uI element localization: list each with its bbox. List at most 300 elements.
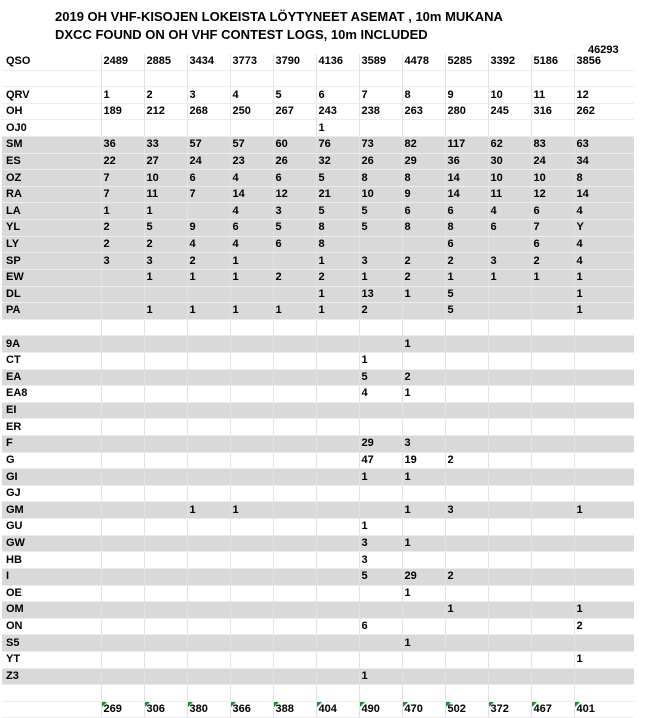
value-cell[interactable] [574, 286, 634, 303]
value-cell[interactable] [230, 70, 273, 87]
value-cell[interactable] [531, 153, 574, 170]
value-cell[interactable] [402, 286, 445, 303]
row-label-cell[interactable]: GJ [2, 485, 101, 502]
value-cell[interactable] [574, 402, 634, 419]
value-cell[interactable] [574, 153, 634, 170]
value-cell[interactable] [359, 436, 402, 453]
value-cell[interactable] [488, 303, 531, 320]
value-cell[interactable] [144, 352, 187, 369]
value-cell[interactable] [187, 186, 230, 203]
value-cell[interactable] [187, 303, 230, 320]
value-cell[interactable] [445, 386, 488, 403]
value-cell[interactable] [230, 386, 273, 403]
value-cell[interactable] [187, 253, 230, 270]
value-cell[interactable] [488, 535, 531, 552]
row-label-cell[interactable]: EI [2, 402, 101, 419]
value-cell[interactable] [445, 436, 488, 453]
value-cell[interactable] [445, 585, 488, 602]
value-cell[interactable] [574, 485, 634, 502]
value-cell[interactable] [230, 419, 273, 436]
value-cell[interactable] [359, 303, 402, 320]
value-cell[interactable] [230, 269, 273, 286]
value-cell[interactable] [402, 186, 445, 203]
value-cell[interactable] [316, 137, 359, 154]
grand-total-cell[interactable]: 46293 [588, 44, 619, 56]
value-cell[interactable] [488, 452, 531, 469]
value-cell[interactable] [144, 220, 187, 237]
value-cell[interactable] [574, 452, 634, 469]
value-cell[interactable] [101, 568, 144, 585]
value-cell[interactable] [144, 153, 187, 170]
value-cell[interactable] [445, 369, 488, 386]
value-cell[interactable] [531, 386, 574, 403]
value-cell[interactable] [273, 70, 316, 87]
value-cell[interactable] [531, 120, 574, 137]
value-cell[interactable] [273, 253, 316, 270]
row-label-cell[interactable]: PA [2, 303, 101, 320]
value-cell[interactable] [574, 87, 634, 104]
value-cell[interactable] [531, 186, 574, 203]
value-cell[interactable] [359, 502, 402, 519]
value-cell[interactable] [574, 203, 634, 220]
value-cell[interactable] [230, 220, 273, 237]
value-cell[interactable] [574, 253, 634, 270]
value-cell[interactable] [574, 585, 634, 602]
value-cell[interactable] [574, 220, 634, 237]
value-cell[interactable] [574, 336, 634, 353]
value-cell[interactable] [273, 535, 316, 552]
value-cell[interactable] [273, 568, 316, 585]
value-cell[interactable] [531, 469, 574, 486]
value-cell[interactable] [273, 452, 316, 469]
value-cell[interactable] [445, 87, 488, 104]
value-cell[interactable] [531, 452, 574, 469]
total-cell[interactable] [445, 701, 488, 718]
value-cell[interactable] [402, 402, 445, 419]
value-cell[interactable] [531, 236, 574, 253]
value-cell[interactable] [488, 552, 531, 569]
value-cell[interactable] [144, 253, 187, 270]
row-label-cell[interactable]: LY [2, 236, 101, 253]
total-cell[interactable] [316, 701, 359, 718]
value-cell[interactable] [273, 402, 316, 419]
value-cell[interactable] [273, 369, 316, 386]
value-cell[interactable] [359, 419, 402, 436]
value-cell[interactable] [488, 137, 531, 154]
value-cell[interactable] [273, 469, 316, 486]
value-cell[interactable] [531, 602, 574, 619]
value-cell[interactable] [531, 535, 574, 552]
value-cell[interactable] [230, 668, 273, 685]
value-cell[interactable] [316, 269, 359, 286]
value-cell[interactable] [488, 519, 531, 536]
value-cell[interactable] [144, 668, 187, 685]
value-cell[interactable] [488, 568, 531, 585]
value-cell[interactable] [144, 269, 187, 286]
value-cell[interactable] [574, 568, 634, 585]
value-cell[interactable] [488, 286, 531, 303]
value-cell[interactable] [273, 87, 316, 104]
value-cell[interactable] [230, 685, 273, 702]
value-cell[interactable] [402, 137, 445, 154]
value-cell[interactable] [273, 153, 316, 170]
value-cell[interactable] [445, 303, 488, 320]
value-cell[interactable] [230, 436, 273, 453]
value-cell[interactable] [359, 120, 402, 137]
value-cell[interactable] [488, 602, 531, 619]
value-cell[interactable] [402, 651, 445, 668]
value-cell[interactable] [144, 469, 187, 486]
value-cell[interactable] [488, 651, 531, 668]
value-cell[interactable] [273, 103, 316, 120]
value-cell[interactable] [359, 269, 402, 286]
value-cell[interactable] [359, 236, 402, 253]
total-cell[interactable] [187, 701, 230, 718]
row-label-cell[interactable]: DL [2, 286, 101, 303]
value-cell[interactable] [531, 170, 574, 187]
value-cell[interactable] [316, 220, 359, 237]
value-cell[interactable] [531, 203, 574, 220]
value-cell[interactable] [316, 54, 359, 70]
row-label-cell[interactable]: QSO [2, 54, 101, 70]
total-cell[interactable] [101, 701, 144, 718]
value-cell[interactable] [144, 402, 187, 419]
value-cell[interactable] [445, 352, 488, 369]
value-cell[interactable] [402, 70, 445, 87]
value-cell[interactable] [574, 170, 634, 187]
value-cell[interactable] [273, 319, 316, 336]
row-label-cell[interactable]: Z3 [2, 668, 101, 685]
row-label-cell[interactable]: 9A [2, 336, 101, 353]
value-cell[interactable] [101, 602, 144, 619]
value-cell[interactable] [359, 402, 402, 419]
value-cell[interactable] [101, 286, 144, 303]
row-label-cell[interactable]: OH [2, 103, 101, 120]
value-cell[interactable] [273, 668, 316, 685]
value-cell[interactable] [187, 469, 230, 486]
row-label-cell[interactable]: EW [2, 269, 101, 286]
value-cell[interactable] [359, 203, 402, 220]
value-cell[interactable] [402, 170, 445, 187]
value-cell[interactable] [187, 685, 230, 702]
value-cell[interactable] [316, 685, 359, 702]
value-cell[interactable] [445, 70, 488, 87]
value-cell[interactable] [488, 436, 531, 453]
value-cell[interactable] [359, 54, 402, 70]
value-cell[interactable] [359, 651, 402, 668]
value-cell[interactable] [488, 635, 531, 652]
value-cell[interactable] [402, 87, 445, 104]
value-cell[interactable] [273, 54, 316, 70]
value-cell[interactable] [359, 668, 402, 685]
value-cell[interactable] [187, 203, 230, 220]
value-cell[interactable] [402, 519, 445, 536]
value-cell[interactable] [230, 186, 273, 203]
value-cell[interactable] [144, 103, 187, 120]
value-cell[interactable] [316, 469, 359, 486]
value-cell[interactable] [144, 236, 187, 253]
value-cell[interactable] [402, 419, 445, 436]
value-cell[interactable] [316, 170, 359, 187]
value-cell[interactable] [359, 552, 402, 569]
row-label-cell[interactable]: SP [2, 253, 101, 270]
value-cell[interactable] [144, 303, 187, 320]
value-cell[interactable] [144, 120, 187, 137]
value-cell[interactable] [316, 552, 359, 569]
value-cell[interactable] [273, 386, 316, 403]
value-cell[interactable] [273, 186, 316, 203]
value-cell[interactable] [574, 635, 634, 652]
value-cell[interactable] [187, 585, 230, 602]
value-cell[interactable] [101, 87, 144, 104]
value-cell[interactable] [445, 220, 488, 237]
value-cell[interactable] [488, 319, 531, 336]
value-cell[interactable] [445, 685, 488, 702]
value-cell[interactable] [230, 286, 273, 303]
value-cell[interactable] [187, 602, 230, 619]
value-cell[interactable] [359, 153, 402, 170]
value-cell[interactable] [445, 635, 488, 652]
total-cell[interactable] [402, 701, 445, 718]
value-cell[interactable] [531, 369, 574, 386]
row-label-cell[interactable] [2, 685, 101, 702]
value-cell[interactable] [574, 552, 634, 569]
value-cell[interactable] [101, 452, 144, 469]
value-cell[interactable] [101, 269, 144, 286]
value-cell[interactable] [488, 170, 531, 187]
value-cell[interactable] [144, 485, 187, 502]
value-cell[interactable] [187, 236, 230, 253]
value-cell[interactable] [574, 651, 634, 668]
value-cell[interactable] [187, 170, 230, 187]
row-label-cell[interactable]: S5 [2, 635, 101, 652]
value-cell[interactable] [531, 568, 574, 585]
value-cell[interactable] [273, 120, 316, 137]
value-cell[interactable] [531, 303, 574, 320]
value-cell[interactable] [445, 103, 488, 120]
value-cell[interactable] [402, 568, 445, 585]
row-label-cell[interactable]: F [2, 436, 101, 453]
value-cell[interactable] [316, 286, 359, 303]
value-cell[interactable] [230, 103, 273, 120]
value-cell[interactable] [230, 303, 273, 320]
value-cell[interactable] [574, 319, 634, 336]
value-cell[interactable] [574, 236, 634, 253]
value-cell[interactable] [445, 419, 488, 436]
value-cell[interactable] [359, 568, 402, 585]
value-cell[interactable] [101, 436, 144, 453]
value-cell[interactable] [402, 236, 445, 253]
value-cell[interactable] [445, 170, 488, 187]
value-cell[interactable] [531, 585, 574, 602]
value-cell[interactable] [187, 137, 230, 154]
value-cell[interactable] [574, 469, 634, 486]
value-cell[interactable] [187, 220, 230, 237]
value-cell[interactable] [488, 585, 531, 602]
value-cell[interactable] [445, 253, 488, 270]
value-cell[interactable] [230, 469, 273, 486]
value-cell[interactable] [316, 602, 359, 619]
value-cell[interactable] [316, 203, 359, 220]
row-label-cell[interactable]: YT [2, 651, 101, 668]
value-cell[interactable] [230, 452, 273, 469]
value-cell[interactable] [230, 253, 273, 270]
value-cell[interactable] [316, 386, 359, 403]
value-cell[interactable] [488, 469, 531, 486]
row-label-cell[interactable]: OZ [2, 170, 101, 187]
value-cell[interactable] [488, 352, 531, 369]
row-label-cell[interactable]: EA [2, 369, 101, 386]
value-cell[interactable] [101, 469, 144, 486]
value-cell[interactable] [101, 552, 144, 569]
value-cell[interactable] [531, 519, 574, 536]
value-cell[interactable] [101, 585, 144, 602]
value-cell[interactable] [316, 436, 359, 453]
value-cell[interactable] [316, 568, 359, 585]
value-cell[interactable] [531, 286, 574, 303]
value-cell[interactable] [445, 269, 488, 286]
value-cell[interactable] [187, 269, 230, 286]
value-cell[interactable] [187, 519, 230, 536]
value-cell[interactable] [101, 651, 144, 668]
value-cell[interactable] [101, 668, 144, 685]
value-cell[interactable] [359, 469, 402, 486]
row-label-cell[interactable]: YL [2, 220, 101, 237]
value-cell[interactable] [273, 635, 316, 652]
value-cell[interactable] [445, 153, 488, 170]
row-label-cell[interactable]: HB [2, 552, 101, 569]
value-cell[interactable] [402, 269, 445, 286]
value-cell[interactable] [402, 485, 445, 502]
value-cell[interactable] [101, 502, 144, 519]
value-cell[interactable] [531, 685, 574, 702]
value-cell[interactable] [101, 336, 144, 353]
value-cell[interactable] [359, 485, 402, 502]
value-cell[interactable] [316, 535, 359, 552]
value-cell[interactable] [531, 552, 574, 569]
row-label-cell[interactable]: OE [2, 585, 101, 602]
value-cell[interactable] [359, 220, 402, 237]
value-cell[interactable] [488, 485, 531, 502]
value-cell[interactable] [144, 203, 187, 220]
value-cell[interactable] [187, 70, 230, 87]
value-cell[interactable] [445, 186, 488, 203]
value-cell[interactable] [402, 103, 445, 120]
value-cell[interactable] [531, 668, 574, 685]
value-cell[interactable] [574, 519, 634, 536]
value-cell[interactable] [273, 286, 316, 303]
value-cell[interactable] [574, 369, 634, 386]
value-cell[interactable] [101, 54, 144, 70]
value-cell[interactable] [144, 452, 187, 469]
value-cell[interactable] [316, 186, 359, 203]
value-cell[interactable] [359, 452, 402, 469]
value-cell[interactable] [488, 668, 531, 685]
value-cell[interactable] [230, 485, 273, 502]
row-label-cell[interactable]: OM [2, 602, 101, 619]
value-cell[interactable] [574, 352, 634, 369]
value-cell[interactable] [531, 54, 574, 70]
value-cell[interactable] [316, 502, 359, 519]
value-cell[interactable] [488, 87, 531, 104]
value-cell[interactable] [488, 685, 531, 702]
row-label-cell[interactable]: ER [2, 419, 101, 436]
value-cell[interactable] [273, 419, 316, 436]
value-cell[interactable] [531, 220, 574, 237]
value-cell[interactable] [402, 352, 445, 369]
value-cell[interactable] [187, 87, 230, 104]
value-cell[interactable] [359, 519, 402, 536]
value-cell[interactable] [402, 120, 445, 137]
value-cell[interactable] [101, 137, 144, 154]
value-cell[interactable] [488, 103, 531, 120]
value-cell[interactable] [445, 137, 488, 154]
value-cell[interactable] [359, 369, 402, 386]
value-cell[interactable] [144, 186, 187, 203]
row-label-cell[interactable]: RA [2, 186, 101, 203]
value-cell[interactable] [488, 203, 531, 220]
value-cell[interactable] [230, 137, 273, 154]
total-cell[interactable] [359, 701, 402, 718]
total-cell[interactable] [574, 701, 634, 718]
value-cell[interactable] [144, 436, 187, 453]
value-cell[interactable] [402, 635, 445, 652]
value-cell[interactable] [316, 303, 359, 320]
value-cell[interactable] [187, 535, 230, 552]
value-cell[interactable] [144, 70, 187, 87]
value-cell[interactable] [187, 369, 230, 386]
value-cell[interactable] [488, 120, 531, 137]
value-cell[interactable] [230, 602, 273, 619]
total-cell[interactable] [531, 701, 574, 718]
value-cell[interactable] [144, 386, 187, 403]
value-cell[interactable] [316, 635, 359, 652]
value-cell[interactable] [230, 635, 273, 652]
value-cell[interactable] [574, 436, 634, 453]
value-cell[interactable] [144, 585, 187, 602]
value-cell[interactable] [316, 369, 359, 386]
value-cell[interactable] [273, 436, 316, 453]
value-cell[interactable] [445, 54, 488, 70]
total-cell[interactable] [230, 701, 273, 718]
value-cell[interactable] [445, 568, 488, 585]
value-cell[interactable] [101, 220, 144, 237]
value-cell[interactable] [574, 120, 634, 137]
value-cell[interactable] [445, 452, 488, 469]
value-cell[interactable] [574, 70, 634, 87]
value-cell[interactable] [316, 236, 359, 253]
value-cell[interactable] [230, 552, 273, 569]
value-cell[interactable] [531, 87, 574, 104]
value-cell[interactable] [230, 236, 273, 253]
value-cell[interactable] [144, 602, 187, 619]
value-cell[interactable] [187, 651, 230, 668]
value-cell[interactable] [187, 502, 230, 519]
value-cell[interactable] [273, 336, 316, 353]
value-cell[interactable] [574, 303, 634, 320]
value-cell[interactable] [402, 502, 445, 519]
value-cell[interactable] [230, 87, 273, 104]
value-cell[interactable] [402, 535, 445, 552]
value-cell[interactable] [187, 153, 230, 170]
value-cell[interactable] [488, 502, 531, 519]
value-cell[interactable] [359, 103, 402, 120]
row-label-cell[interactable]: GM [2, 502, 101, 519]
value-cell[interactable] [144, 552, 187, 569]
value-cell[interactable] [230, 54, 273, 70]
row-label-cell[interactable]: I [2, 568, 101, 585]
value-cell[interactable] [144, 319, 187, 336]
